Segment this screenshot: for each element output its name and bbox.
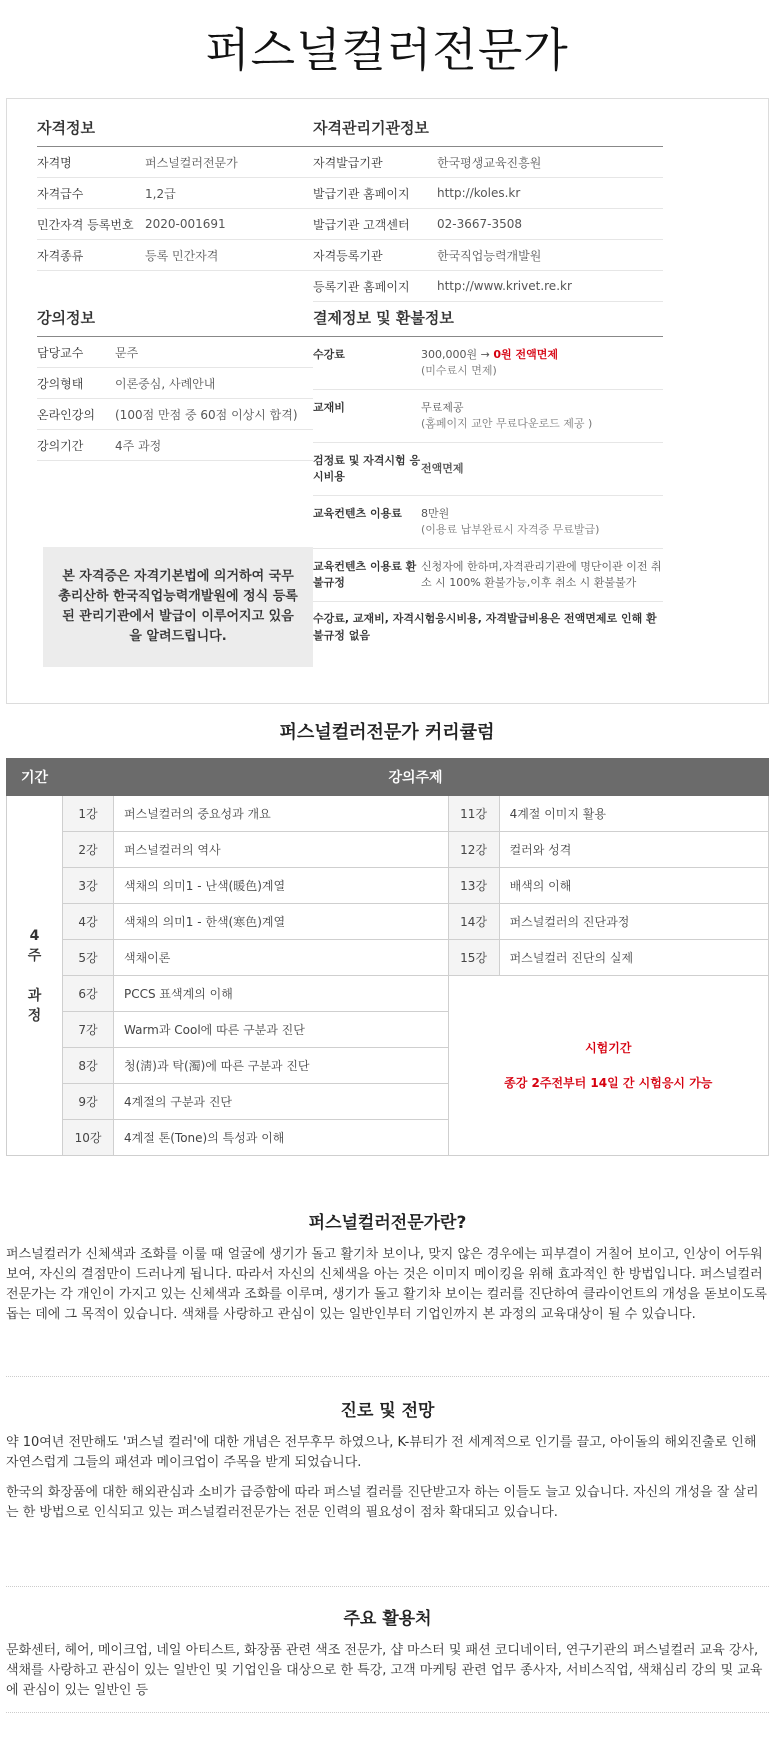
lesson-number: 7강	[63, 1012, 114, 1048]
period-cell	[7, 796, 63, 1156]
fee-sub: (미수료시 면제)	[421, 364, 497, 377]
table-row	[7, 868, 769, 904]
lesson-topic: 퍼스널컬러의 중요성과 개요	[114, 796, 449, 832]
qual-info-list	[37, 147, 313, 271]
lesson-number: 2강	[63, 832, 114, 868]
org-info-row	[313, 209, 663, 240]
exam-fee-label: 검정료 및 자격시험 응시비용	[313, 454, 421, 483]
curriculum-title: 퍼스널컬러전문가 커리큘럼	[279, 722, 495, 743]
lesson-topic: 배색의 이해	[499, 868, 768, 904]
qual-info-row	[37, 147, 313, 178]
refund-value: 신청자에 한하며,자격관리기관에 명단이관 이전 취소 시 100% 환불가능,이후 취소 시 환불불가	[421, 560, 662, 589]
lesson-topic: 퍼스널컬러의 진단과정	[499, 904, 768, 940]
qual-info-key: 자격급수	[37, 186, 84, 201]
book-label: 교재비	[313, 401, 345, 414]
lesson-topic: 색채이론	[114, 940, 449, 976]
payment-section	[313, 307, 663, 644]
exam-period-title: 시험기간	[585, 1040, 632, 1055]
lecture-info-value: 문주	[115, 345, 139, 360]
org-info-row	[313, 178, 663, 209]
usage-text: 문화센터, 헤어, 메이크업, 네일 아티스트, 화장품 관련 색조 전문가, 샵 마스터 및 패션 코디네이터, 연구기관의 퍼스널컬러 교육 강사, 색채를 사랑하고 관심이 있는 일반인 및 기업인을 대상으로 한 특강, 고객 마케팅 관련 업무 종사자, 서비스직업, 색채심리 강의 및 교육에 관심이 있는 일반인 등	[6, 1643, 763, 1698]
lesson-topic: 4계절 톤(Tone)의 특성과 이해	[114, 1120, 449, 1156]
curriculum-header-row	[7, 759, 769, 796]
refund-row	[313, 549, 663, 602]
usage-heading: 주요 활용처	[343, 1609, 432, 1629]
lesson-topic: 퍼스널컬러의 역사	[114, 832, 449, 868]
lecture-info-value: (100점 만점 중 60점 이상시 합격)	[115, 407, 298, 422]
fee-label: 수강료	[313, 348, 345, 361]
org-info-row	[313, 147, 663, 178]
content-fee-value	[421, 506, 663, 538]
lesson-topic: 청(淸)과 탁(濁)에 따른 구분과 진단	[114, 1048, 449, 1084]
content-fee-label: 교육컨텐츠 이용료	[313, 507, 402, 520]
org-info-key: 발급기관 홈페이지	[313, 186, 410, 201]
lesson-number: 12강	[448, 832, 499, 868]
book-row	[313, 390, 663, 443]
refund-note: 수강료, 교재비, 자격시험응시비용, 자격발급비용은 전액면제로 인해 환불규정 없음	[313, 612, 657, 642]
lesson-topic: 색채의 의미1 - 한색(寒色)계열	[114, 904, 449, 940]
book-value	[421, 400, 663, 432]
col-period-header: 기간	[7, 759, 63, 796]
divider	[6, 1712, 769, 1713]
fee-row	[313, 337, 663, 390]
lesson-number: 14강	[448, 904, 499, 940]
col-topic-header: 강의주제	[63, 759, 769, 796]
divider	[6, 1586, 769, 1587]
lecture-info-key: 강의기간	[37, 438, 84, 453]
fee-free: 0원 전액면제	[493, 348, 558, 361]
org-info-row	[313, 240, 663, 271]
period-text: 4 주 과 정	[27, 927, 42, 1024]
org-info-key: 자격발급기관	[313, 155, 383, 170]
content-fee-row	[313, 496, 663, 549]
divider	[6, 1376, 769, 1377]
exam-period-cell	[448, 976, 768, 1156]
org-info-key: 발급기관 고객센터	[313, 217, 410, 232]
about-heading: 퍼스널컬러전문가란?	[308, 1213, 467, 1233]
career-heading: 진로 및 전망	[340, 1401, 435, 1421]
lecture-info-row	[37, 430, 313, 461]
qual-info-key: 민간자격 등록번호	[37, 217, 134, 232]
lesson-topic: 4계절 이미지 활용	[499, 796, 768, 832]
lesson-number: 6강	[63, 976, 114, 1012]
qual-info-section	[37, 117, 313, 271]
org-info-list	[313, 147, 663, 302]
career-paragraph-2: 한국의 화장품에 대한 해외관심과 소비가 급증함에 따라 퍼스널 컬러를 진단받고자 하는 이들도 늘고 있습니다. 자신의 개성을 잘 살리는 한 방법으로 인식되고 있는 퍼스널컬러전문가는 전문 인력의 필요성이 점차 확대되고 있습니다.	[6, 1485, 759, 1520]
lesson-topic: PCCS 표색계의 이해	[114, 976, 449, 1012]
page-title: 퍼스널컬러전문가	[205, 23, 569, 77]
exam-fee-row	[313, 443, 663, 496]
lecture-info-heading: 강의정보	[37, 307, 313, 337]
lecture-info-row	[37, 399, 313, 430]
org-homepage-link[interactable]: http://koles.kr	[437, 186, 521, 200]
org-info-key: 등록기관 홈페이지	[313, 279, 410, 294]
qual-info-row	[37, 178, 313, 209]
lecture-info-list	[37, 337, 313, 461]
lecture-info-key: 온라인강의	[37, 407, 95, 422]
refund-label: 교육컨텐츠 이용료 환불규정	[313, 560, 417, 589]
lesson-topic: 퍼스널컬러 진단의 실제	[499, 940, 768, 976]
lesson-number: 1강	[63, 796, 114, 832]
lecture-info-value: 이론중심, 사례안내	[115, 376, 216, 391]
fee-original: 300,000원	[421, 348, 478, 361]
fee-value	[421, 347, 663, 379]
lecture-info-section	[37, 307, 313, 461]
about-text: 퍼스널컬러가 신체색과 조화를 이룰 때 얼굴에 생기가 돌고 활기차 보이나, 맞지 않은 경우에는 피부결이 거칠어 보이고, 인상이 어두워 보여, 자신의 결점만이 드러나게 됩니다. 따라서 자신의 신체색을 아는 것은 이미지 메이킹을 위해 효과적인 한 방법입니다. 퍼스널컬러전문가는 각 개인이 가지고 있는 신체색과 조화를 이루며, 생기가 돌고 활기차 보이는 컬러를 진단하여 클라이언트의 개성을 돋보이도록 돕는 데에 그 목적이 있습니다. 색채를 사랑하고 관심이 있는 일반인부터 기업인까지 본 과정의 교육대상이 될 수 있습니다.	[6, 1247, 767, 1322]
table-row	[7, 976, 769, 1012]
lesson-number: 13강	[448, 868, 499, 904]
lesson-number: 11강	[448, 796, 499, 832]
qual-info-value: 등록 민간자격	[145, 248, 219, 263]
org-info-section	[313, 117, 663, 302]
notice-box: 본 자격증은 자격기본법에 의거하여 국무총리산하 한국직업능력개발원에 정식 등록된 관리기관에서 발급이 이루어지고 있음을 알려드립니다.	[43, 547, 313, 667]
table-row	[7, 832, 769, 868]
qual-info-row	[37, 209, 313, 240]
lesson-number: 4강	[63, 904, 114, 940]
lesson-number: 15강	[448, 940, 499, 976]
curriculum-table	[6, 758, 769, 1156]
career-section	[6, 1396, 769, 1533]
lesson-topic: 컬러와 성격	[499, 832, 768, 868]
qual-info-heading: 자격정보	[37, 117, 313, 147]
qual-info-value: 1,2급	[145, 186, 176, 201]
usage-section	[6, 1604, 769, 1711]
org-info-row	[313, 271, 663, 302]
table-row	[7, 796, 769, 832]
org-info-key: 자격등록기관	[313, 248, 383, 263]
lesson-number: 10강	[63, 1120, 114, 1156]
lesson-topic: 색채의 의미1 - 난색(暖色)계열	[114, 868, 449, 904]
lesson-number: 5강	[63, 940, 114, 976]
org-info-value: 02-3667-3508	[437, 217, 523, 231]
table-row	[7, 904, 769, 940]
lecture-info-key: 담당교수	[37, 345, 84, 360]
fee-arrow: →	[480, 348, 490, 361]
exam-period-desc: 종강 2주전부터 14일 간 시험응시 가능	[504, 1075, 713, 1090]
org-info-value: 한국평생교육진흥원	[437, 155, 542, 170]
payment-heading: 결제정보 및 환불정보	[313, 307, 663, 337]
lecture-info-row	[37, 337, 313, 368]
registry-homepage-link[interactable]: http://www.krivet.re.kr	[437, 279, 572, 293]
org-info-value: 한국직업능력개발원	[437, 248, 542, 263]
table-row	[7, 940, 769, 976]
qual-info-row	[37, 240, 313, 271]
lecture-info-row	[37, 368, 313, 399]
lesson-number: 3강	[63, 868, 114, 904]
qual-info-value: 2020-001691	[145, 217, 226, 231]
exam-fee-value: 전액면제	[421, 462, 464, 475]
qual-info-key: 자격종류	[37, 248, 84, 263]
lecture-info-value: 4주 과정	[115, 438, 162, 453]
lesson-number: 9강	[63, 1084, 114, 1120]
qual-info-value: 퍼스널컬러전문가	[145, 155, 238, 170]
content-fee-sub: (이용료 납부완료시 자격증 무료발급)	[421, 523, 600, 536]
org-info-heading: 자격관리기관정보	[313, 117, 663, 147]
info-box	[6, 98, 769, 704]
about-section	[6, 1208, 769, 1335]
lesson-topic: Warm과 Cool에 따른 구분과 진단	[114, 1012, 449, 1048]
lesson-number: 8강	[63, 1048, 114, 1084]
career-paragraph-1: 약 10여년 전만해도 '퍼스널 컬러'에 대한 개념은 전무후무 하였으나, K-뷰티가 전 세계적으로 인기를 끌고, 아이돌의 해외진출로 인해 자연스럽게 그들의 패션과 메이크업이 주목을 받게 되었습니다.	[6, 1435, 757, 1470]
lesson-topic: 4계절의 구분과 진단	[114, 1084, 449, 1120]
qual-info-key: 자격명	[37, 155, 72, 170]
content-fee-main: 8만원	[421, 507, 450, 520]
book-main: 무료제공	[421, 401, 464, 414]
lecture-info-key: 강의형태	[37, 376, 84, 391]
book-sub: (홈페이지 교안 무료다운로드 제공 )	[421, 417, 593, 430]
